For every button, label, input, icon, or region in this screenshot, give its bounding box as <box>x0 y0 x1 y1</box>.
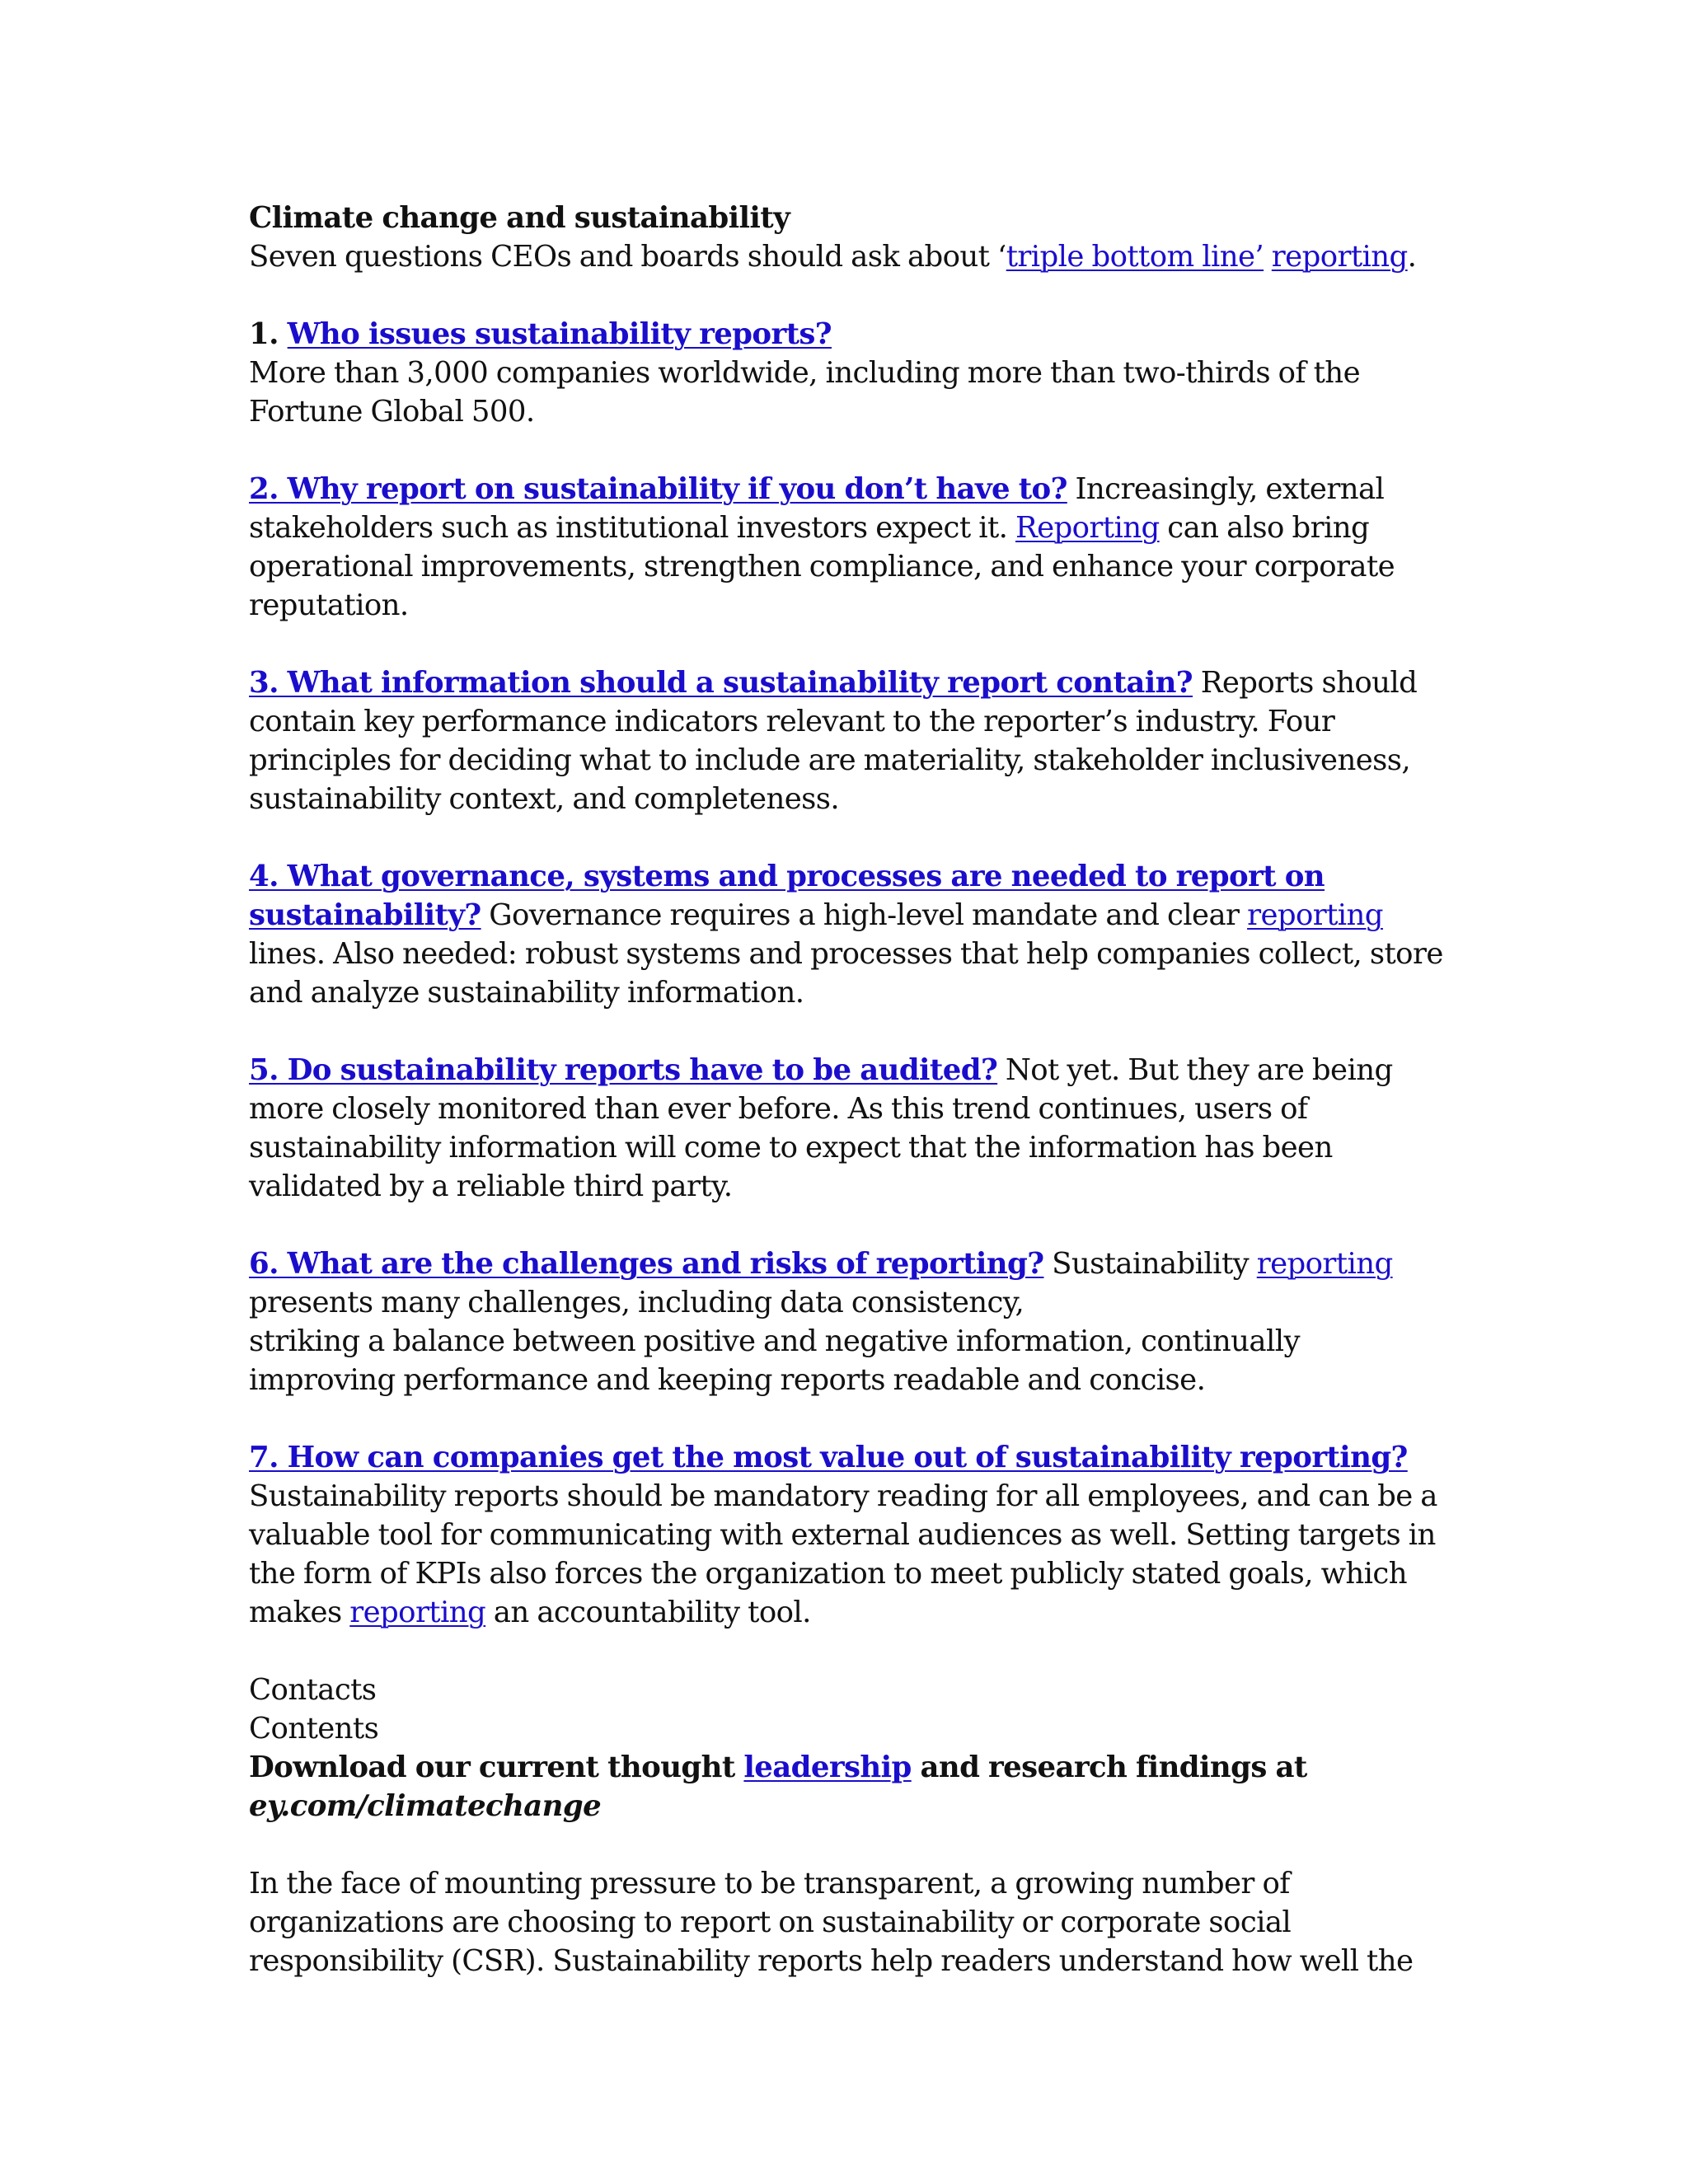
spacer <box>249 1012 1452 1051</box>
question-7 <box>249 1438 1452 1632</box>
spacer <box>249 276 1452 315</box>
question-5-link[interactable]: 5. Do sustainability reports have to be audited? <box>249 1053 998 1087</box>
question-4-reporting-link[interactable]: reporting <box>1247 898 1383 932</box>
subtitle <box>249 237 1452 276</box>
download-line <box>249 1748 1452 1787</box>
subtitle-text: Seven questions CEOs and boards should ask about ‘ <box>249 240 1006 274</box>
header-block <box>249 199 1452 276</box>
document-page <box>249 199 1452 1980</box>
question-7-answer-a: Sustainability reports should be mandatory reading for all employees, and can be a valuable tool for communicating with external audiences as well. Setting targets in the form of KPIs also forces the organization to meet publicly stated goals, which makes <box>249 1479 1437 1629</box>
question-6-answer-a: Sustainability <box>1043 1247 1257 1281</box>
contacts-label: Contacts <box>249 1673 377 1707</box>
question-1-answer: More than 3,000 companies worldwide, including more than two-thirds of the Fortune Global 500. <box>249 356 1360 429</box>
question-3-link[interactable]: 3. What information should a sustainability report contain? <box>249 666 1193 700</box>
question-2 <box>249 470 1452 625</box>
question-5 <box>249 1051 1452 1206</box>
question-5-answer: Not yet. But they are being more closely monitored than ever before. As this trend continues, users of sustainability information will come to expect that the information has been validated by a reliable third party. <box>249 1053 1393 1203</box>
download-text-a: Download our current thought <box>249 1750 744 1784</box>
question-6 <box>249 1244 1452 1399</box>
subtitle-space <box>1264 240 1272 274</box>
question-2-answer-a: Increasingly, external stakeholders such as institutional investors expect it. <box>249 472 1385 545</box>
question-4 <box>249 857 1452 1012</box>
leadership-link[interactable]: leadership <box>743 1750 912 1784</box>
climate-url: ey.com/climatechange <box>249 1789 602 1823</box>
question-6-reporting-link[interactable]: reporting <box>1256 1247 1393 1281</box>
subtitle-period: . <box>1407 240 1417 274</box>
question-2-reporting-link[interactable]: Reporting <box>1015 511 1160 545</box>
footer-block <box>249 1671 1452 1825</box>
question-3 <box>249 663 1452 818</box>
download-text-b: and research findings at <box>911 1750 1307 1784</box>
question-4-answer-a: Governance requires a high-level mandate and clear <box>481 898 1248 932</box>
spacer <box>249 1399 1452 1438</box>
question-4-link[interactable]: 4. What governance, systems and processes are needed to report on sustainability? <box>249 860 1325 932</box>
question-2-link[interactable]: 2. Why report on sustainability if you don’t have to? <box>249 472 1067 506</box>
question-6-link[interactable]: 6. What are the challenges and risks of reporting? <box>249 1247 1044 1281</box>
triple-bottom-line-link[interactable]: triple bottom line’ <box>1006 240 1264 274</box>
question-4-answer-b: lines. Also needed: robust systems and processes that help companies collect, store and analyze sustainability information. <box>249 937 1443 1010</box>
contents-label: Contents <box>249 1712 379 1746</box>
question-6-answer-c: striking a balance between positive and negative information, continually improving performance and keeping reports readable and concise. <box>249 1324 1300 1397</box>
spacer <box>249 431 1452 470</box>
spacer <box>249 818 1452 857</box>
question-6-answer-b: presents many challenges, including data consistency, <box>249 1286 1025 1319</box>
question-2-answer-b: can also bring operational improvements, strengthen compliance, and enhance your corporate reputation. <box>249 511 1395 622</box>
question-3-answer: Reports should contain key performance indicators relevant to the reporter’s industry. Four principles for deciding what to include are materiality, stakeholder inclusiveness, sustainability context, and completeness. <box>249 666 1418 816</box>
question-1 <box>249 315 1452 431</box>
intro-paragraph: In the face of mounting pressure to be transparent, a growing number of organizations are choosing to report on sustainability or corporate social responsibility (CSR). Sustainability reports help readers understand how well the <box>249 1867 1414 1978</box>
question-7-link[interactable]: 7. How can companies get the most value out of sustainability reporting? <box>249 1441 1408 1474</box>
question-7-reporting-link[interactable]: reporting <box>349 1596 486 1629</box>
spacer <box>249 1632 1452 1671</box>
subtitle-reporting-link[interactable]: reporting <box>1271 240 1408 274</box>
page-title: Climate change and sustainability <box>249 201 790 235</box>
question-7-answer-b: an accountability tool. <box>485 1596 811 1629</box>
spacer <box>249 1825 1452 1864</box>
spacer <box>249 1206 1452 1244</box>
question-1-link[interactable]: Who issues sustainability reports? <box>287 317 832 351</box>
spacer <box>249 625 1452 663</box>
question-1-number: 1. <box>249 317 288 351</box>
